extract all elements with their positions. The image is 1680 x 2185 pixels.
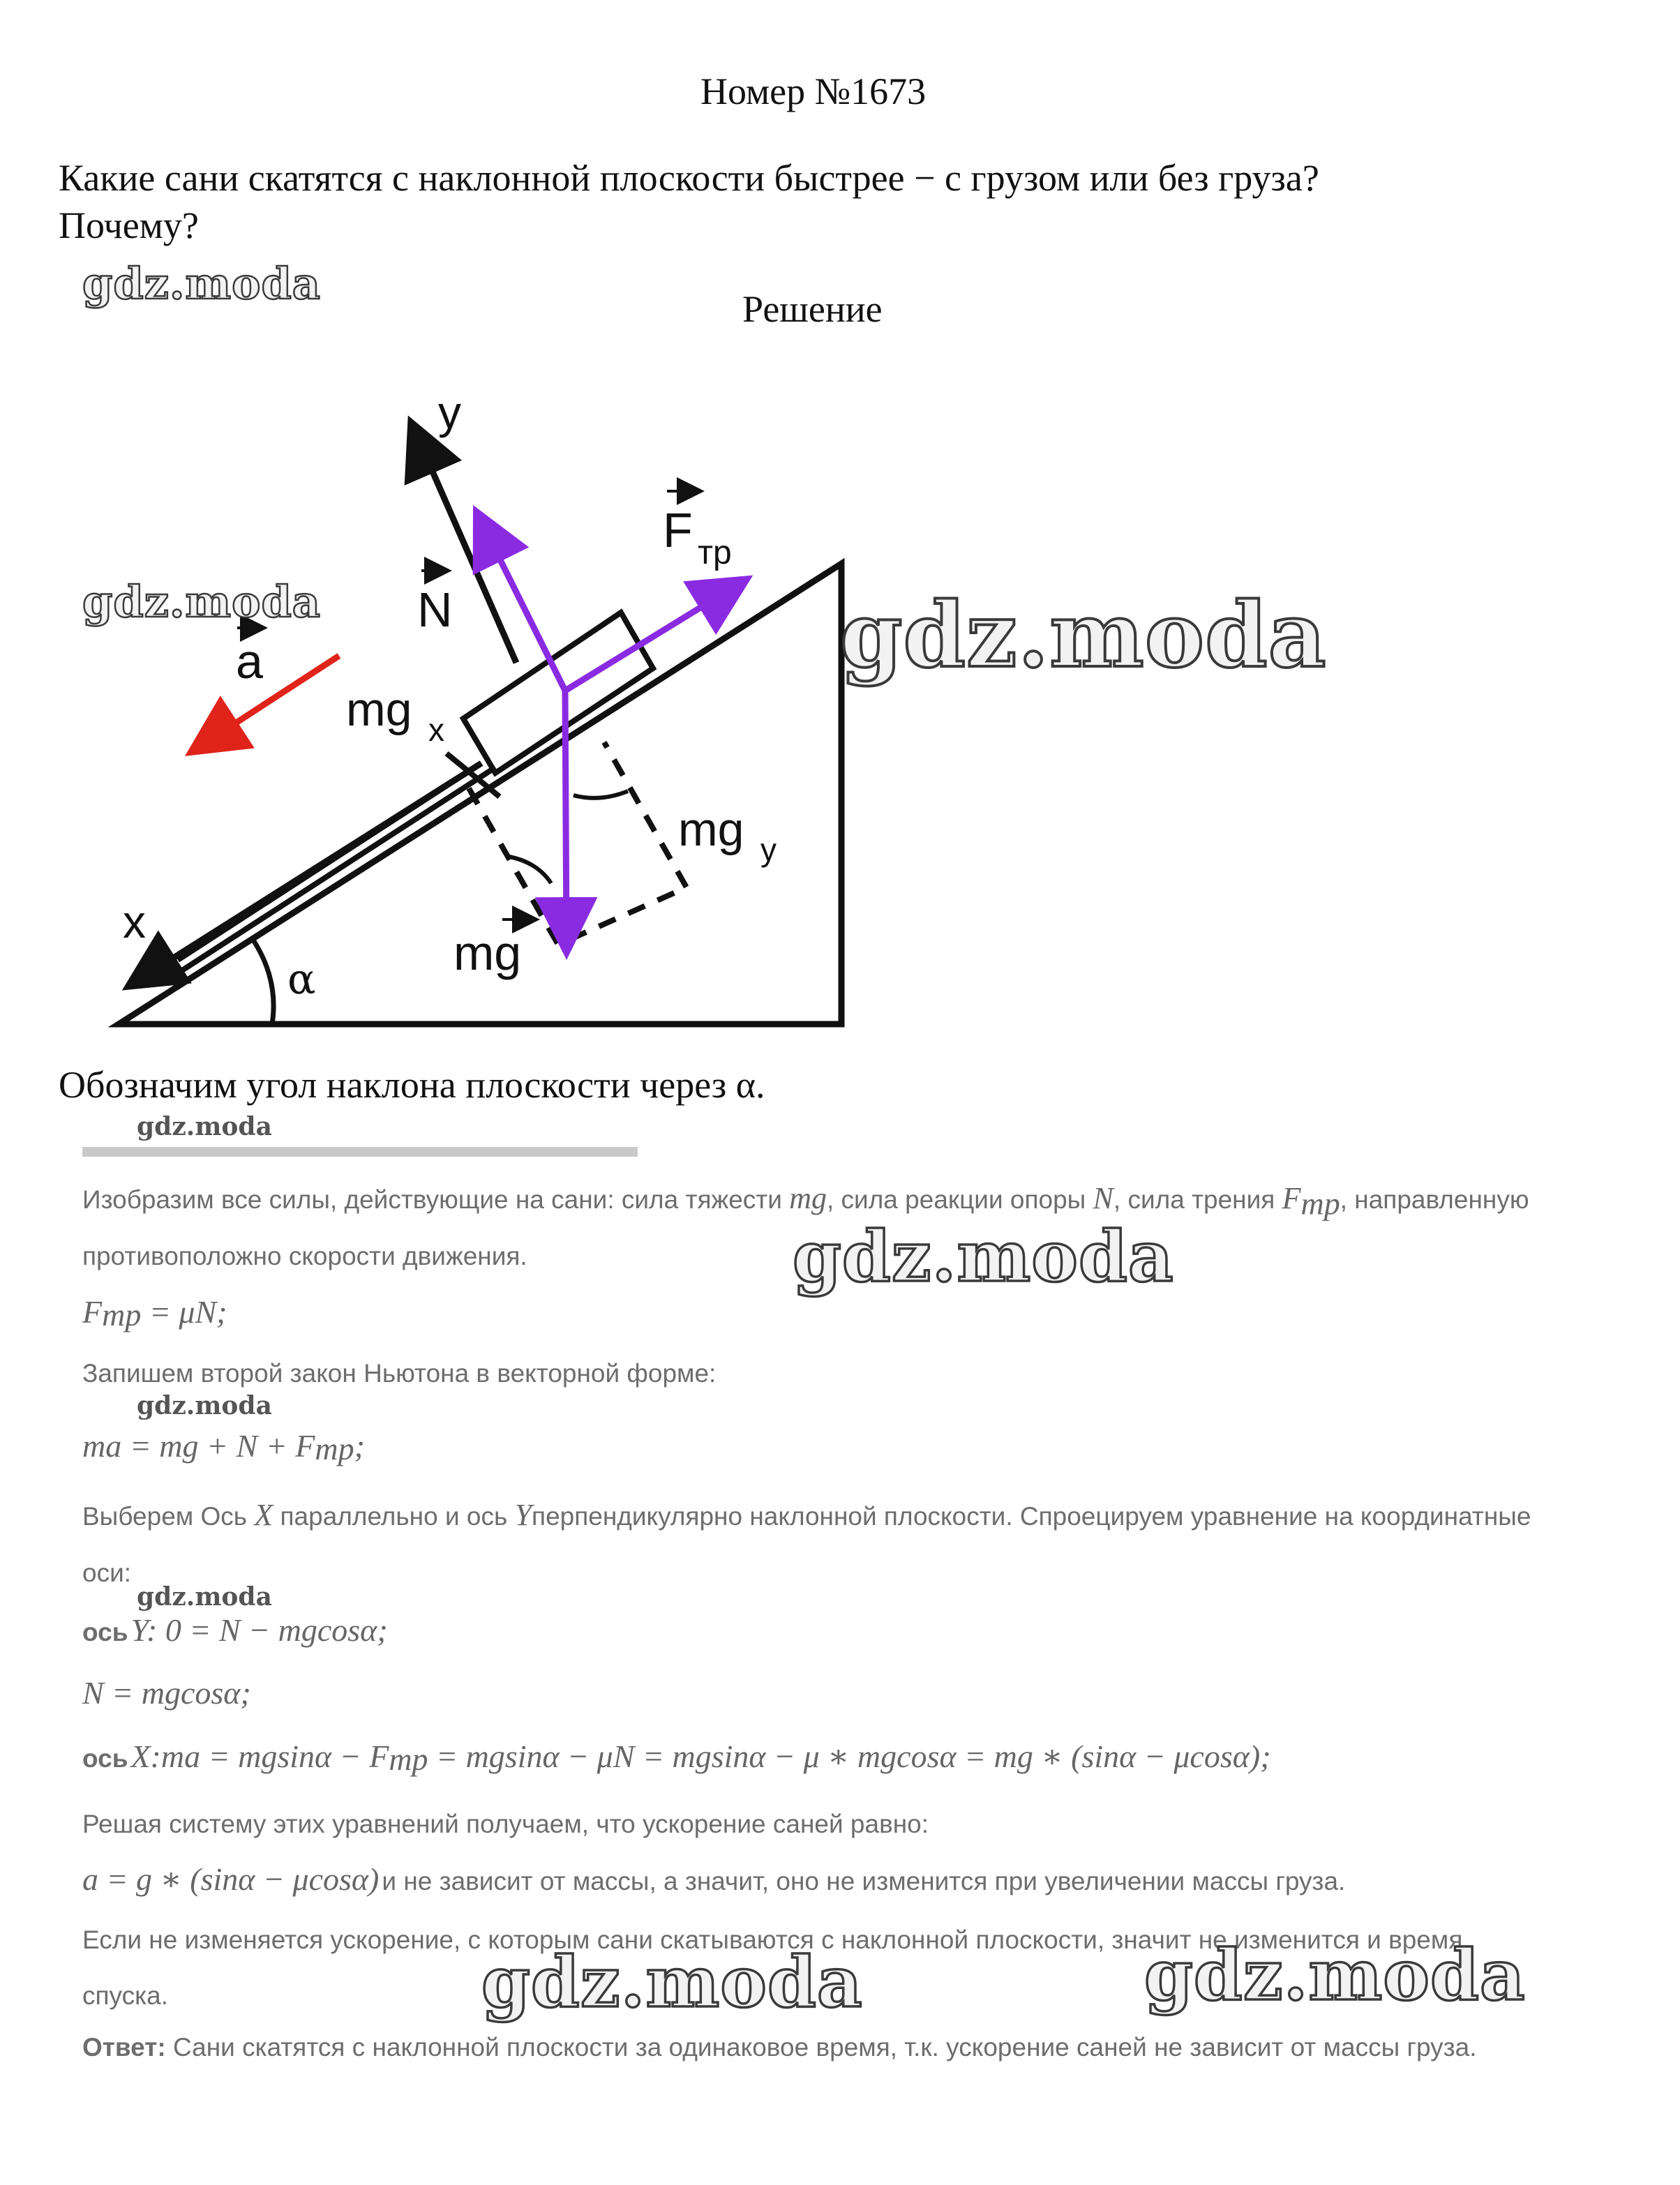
x-axis-arrow: [133, 763, 481, 984]
equation-newton: ma = mg + $N + F_{тр}$;: [82, 1428, 365, 1467]
gravity-label: mg: [453, 926, 522, 980]
acceleration-label: a: [236, 634, 263, 689]
x-axis-label: x: [123, 896, 146, 947]
solution-paragraph-3-cont: оси:: [82, 1559, 132, 1587]
watermark: gdz.moda: [793, 1215, 1174, 1298]
mgx-subscript: x: [428, 712, 444, 748]
mgx-label: mg: [346, 683, 412, 736]
question-line-1: Какие сани скатятся с наклонной плоскости быстрее − с грузом или без груза?: [59, 157, 1319, 199]
sled-body: [463, 613, 653, 773]
solution-paragraph-6: Если не изменяется ускорение, с которым сани скатываются с наклонной плоскости, значит не изменится и время: [82, 1925, 1463, 1954]
equation-y-axis: ось Y: 0 = N − mgcosα;: [82, 1612, 388, 1648]
divider: [82, 1147, 638, 1157]
watermark: gdz.moda: [481, 1941, 863, 2023]
y-axis-label: y: [438, 386, 461, 438]
watermark: gdz.moda: [137, 1112, 272, 1141]
watermark: gdz.moda: [840, 583, 1327, 688]
watermark: gdz.moda: [82, 258, 321, 309]
watermark: gdz.moda: [1144, 1934, 1526, 2016]
sled-runner-bottom: [170, 767, 495, 978]
watermark: gdz.moda: [137, 1582, 272, 1612]
solution-paragraph-2: Запишем второй закон Ньютона в векторной форме:: [82, 1359, 717, 1388]
friction-force-subscript: тр: [698, 534, 732, 571]
watermark: gdz.moda: [137, 1391, 272, 1420]
solution-paragraph-1: Изобразим все силы, действующие на сани: сила тяжести mg, сила реакции опоры N, сила трения $F_{тр}$, направленную: [82, 1181, 1529, 1222]
angle-label: α: [287, 955, 316, 1004]
equation-x-axis: ось X:ma = $mgsin\alpha - F_{тр} = mgsin\alpha - \mu N = mgsin\alpha - \mu$ ∗ mgcosα = mg ∗ (sinα − μcosα);: [82, 1739, 1271, 1778]
question-line-2: Почему?: [59, 204, 199, 246]
solution-paragraph-3: Выберем Ось X параллельно и ось Yперпендикулярно наклонной плоскости. Спроецируем уравнение на координатные: [82, 1498, 1531, 1532]
solution-paragraph-4: Решая систему этих уравнений получаем, что ускорение саней равно:: [82, 1810, 929, 1838]
gravity-force-arrow: [565, 691, 567, 947]
friction-force-arrow: [565, 582, 742, 691]
incline-diagram: [0, 0, 1680, 1088]
equation-normal: N = mgcosα;: [82, 1675, 251, 1711]
equation-friction: $F_{тр} = \mu N$;: [82, 1294, 227, 1333]
normal-force-label: N: [417, 583, 453, 637]
mgy-label: mg: [678, 803, 744, 856]
mgy-subscript: y: [760, 832, 777, 868]
equation-acceleration: a = g ∗ (sinα − μcosα) и не зависит от массы, а значит, оно не изменится при увеличении массы груза.: [82, 1861, 1346, 1897]
solution-paragraph-1-cont: противоположно скорости движения.: [82, 1242, 527, 1270]
projection-dashes: [469, 742, 687, 945]
friction-force-label: F: [663, 503, 693, 557]
page-title: Номер №1673: [700, 70, 927, 112]
answer: Ответ: Сани скатятся с наклонной плоскости за одинаковое время, т.к. ускорение саней не зависит от массы груза.: [82, 2033, 1477, 2062]
watermark: gdz.moda: [82, 576, 321, 627]
acceleration-arrow: [195, 656, 339, 749]
angle-arc: [253, 939, 273, 1024]
solution-heading: Решение: [742, 288, 883, 330]
intro-text: Обозначим угол наклона плоскости через α.: [59, 1064, 765, 1106]
solution-paragraph-6-cont: спуска.: [82, 1981, 168, 2010]
